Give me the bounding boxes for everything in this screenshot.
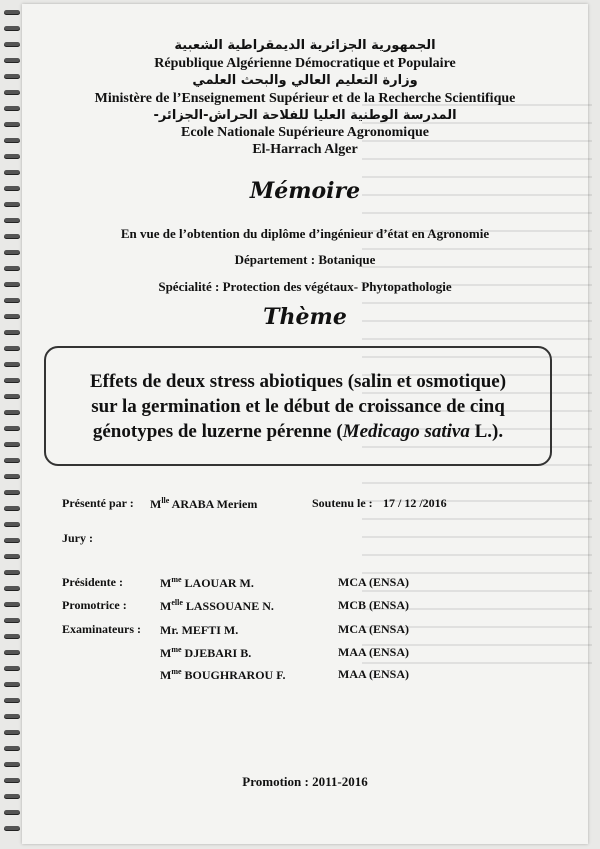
department-line: Département : Botanique <box>234 252 376 267</box>
binding-ring <box>4 522 20 527</box>
jury-title: M <box>160 646 172 660</box>
binding-ring <box>4 202 20 207</box>
binding-ring <box>4 250 20 255</box>
binding-ring <box>4 650 20 655</box>
jury-member-name <box>160 645 251 661</box>
binding-ring <box>4 42 20 47</box>
binding-ring <box>4 442 20 447</box>
jury-title-sup: me <box>171 645 182 654</box>
binding-ring <box>4 330 20 335</box>
binding-ring <box>4 698 20 703</box>
binding-ring <box>4 218 20 223</box>
jury-name: LAOUAR M. <box>184 576 254 590</box>
jury-member-name <box>160 667 285 683</box>
binding-ring <box>4 538 20 543</box>
binding-ring <box>4 426 20 431</box>
jury-member-name <box>160 598 274 614</box>
jury-title: M <box>160 576 172 590</box>
binding-ring <box>4 794 20 799</box>
binding-ring <box>4 362 20 367</box>
jury-grade: MCB (ENSA) <box>338 598 409 612</box>
binding-ring <box>4 602 20 607</box>
jury-name: MEFTI M. <box>181 623 239 637</box>
binding-ring <box>4 826 20 831</box>
jury-member-name <box>160 575 254 591</box>
binding-ring <box>4 186 20 191</box>
presented-title: M <box>150 497 162 511</box>
species-name: Medicago sativa <box>342 420 470 442</box>
header-city: El-Harrach Alger <box>252 142 358 157</box>
binding-ring <box>4 266 20 271</box>
binding-ring <box>4 714 20 719</box>
binding-ring <box>4 74 20 79</box>
binding-ring <box>4 490 20 495</box>
binding-ring <box>4 26 20 31</box>
spiral-binding <box>2 10 22 840</box>
binding-ring <box>4 58 20 63</box>
binding-ring <box>4 314 20 319</box>
binding-ring <box>4 618 20 623</box>
header-school: Ecole Nationale Supérieure Agronomique <box>181 125 429 140</box>
theme-box <box>44 346 552 466</box>
header-republic: République Algérienne Démocratique et Populaire <box>154 56 456 71</box>
binding-ring <box>4 554 20 559</box>
promotion-line: Promotion : 2011-2016 <box>242 774 368 789</box>
header-arabic-ministry: وزارة التعليم العالي والبحث العلمي <box>192 73 418 88</box>
jury-name: DJEBARI B. <box>184 646 252 660</box>
presented-label: Présenté par : <box>62 496 134 510</box>
jury-title-sup: me <box>171 667 182 676</box>
jury-title-sup: me <box>171 575 182 584</box>
presented-name <box>150 496 257 512</box>
binding-ring <box>4 746 20 751</box>
jury-role: Présidente : <box>62 575 123 589</box>
jury-role: Promotrice : <box>62 598 127 612</box>
jury-grade: MAA (ENSA) <box>338 645 409 659</box>
binding-ring <box>4 682 20 687</box>
binding-ring <box>4 570 20 575</box>
binding-ring <box>4 394 20 399</box>
header-arabic-school: المدرسة الوطنية العليا للفلاحة الحراش-الجزائر- <box>153 108 457 123</box>
jury-title: Mr. <box>160 623 179 637</box>
binding-ring <box>4 282 20 287</box>
binding-ring <box>4 778 20 783</box>
jury-name: BOUGHRAROU F. <box>184 668 286 682</box>
jury-title: M <box>160 668 172 682</box>
binding-ring <box>4 474 20 479</box>
theme-text <box>90 369 506 444</box>
speciality-line: Spécialité : Protection des végétaux- Phytopathologie <box>158 279 452 294</box>
theme-line-1: Effets de deux stress abiotiques (salin et osmotique) <box>89 370 507 392</box>
binding-ring <box>4 154 20 159</box>
jury-title-sup: elle <box>171 598 183 607</box>
binding-ring <box>4 346 20 351</box>
binding-ring <box>4 762 20 767</box>
jury-name: LASSOUANE N. <box>185 599 274 613</box>
header-ministry: Ministère de l’Enseignement Supérieur et de la Recherche Scientifique <box>94 91 516 106</box>
jury-role: Examinateurs : <box>62 622 141 636</box>
header-arabic-republic: الجمهورية الجزائرية الديمقراطية الشعبية <box>174 38 436 53</box>
binding-ring <box>4 634 20 639</box>
memoire-title: Mémoire <box>249 178 361 204</box>
objective-line: En vue de l’obtention du diplôme d’ingénieur d’état en Agronomie <box>120 226 490 241</box>
presented-person: ARABA Meriem <box>171 497 258 511</box>
jury-title: M <box>160 599 172 613</box>
theme-line-3-pre: génotypes de luzerne pérenne ( <box>92 420 343 442</box>
theme-line-3 <box>90 419 506 444</box>
jury-member-name <box>160 622 238 638</box>
binding-ring <box>4 506 20 511</box>
binding-ring <box>4 730 20 735</box>
jury-label: Jury : <box>62 531 93 545</box>
binding-ring <box>4 410 20 415</box>
jury-grade: MCA (ENSA) <box>338 622 409 636</box>
binding-ring <box>4 170 20 175</box>
presented-title-sup: lle <box>161 496 170 505</box>
binding-ring <box>4 666 20 671</box>
binding-ring <box>4 586 20 591</box>
binding-ring <box>4 10 20 15</box>
binding-ring <box>4 90 20 95</box>
binding-ring <box>4 378 20 383</box>
binding-ring <box>4 234 20 239</box>
binding-ring <box>4 106 20 111</box>
theme-title: Thème <box>263 304 347 330</box>
theme-line-3-post: L.). <box>469 420 504 442</box>
binding-ring <box>4 122 20 127</box>
defended-date: 17 / 12 /2016 <box>383 496 447 510</box>
binding-ring <box>4 298 20 303</box>
jury-grade: MCA (ENSA) <box>338 575 409 589</box>
defended-label: Soutenu le : <box>312 496 373 510</box>
binding-ring <box>4 458 20 463</box>
binding-ring <box>4 810 20 815</box>
binding-ring <box>4 138 20 143</box>
theme-line-2: sur la germination et le début de croissance de cinq <box>91 395 505 417</box>
jury-grade: MAA (ENSA) <box>338 667 409 681</box>
